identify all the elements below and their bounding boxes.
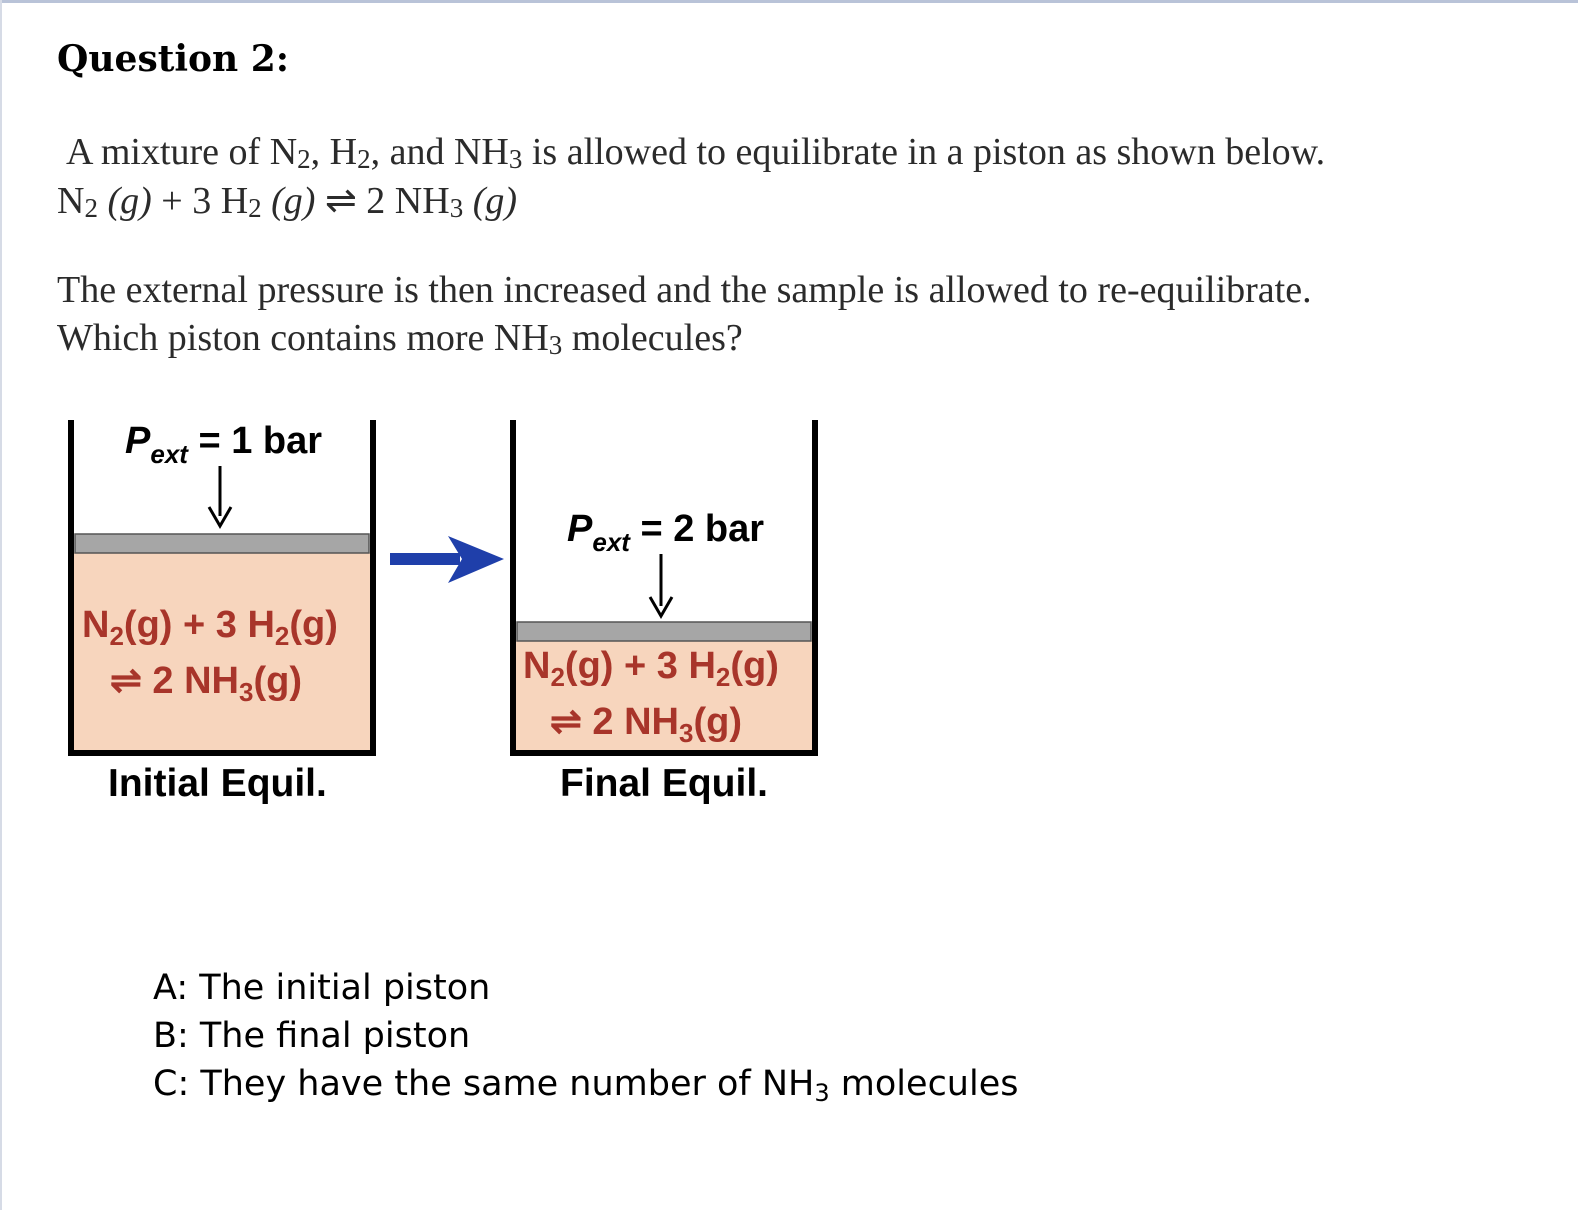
answer-choices [153, 964, 1018, 1108]
choice-b[interactable]: B: The final piston [153, 1016, 471, 1056]
initial-equil-label: Initial Equil. [108, 762, 327, 805]
question-prompt: Which piston contains more $NH_3$ molecules? [57, 317, 743, 360]
initial-equation-line2: ⇌ 2 $NH_3(g)$ [110, 660, 302, 707]
question-title: Question 2: [57, 38, 290, 80]
final-piston [513, 420, 815, 805]
final-down-arrow-icon [650, 554, 672, 616]
choice-c[interactable]: C: They have the same number of $NH_3$ molecules [153, 1064, 1019, 1107]
final-pressure-label: $P_{ext} = 2$ bar [567, 508, 765, 557]
transition-arrow-icon [390, 536, 504, 583]
initial-down-arrow-icon [209, 466, 231, 526]
final-equil-label: Final Equil. [560, 762, 769, 805]
initial-piston [71, 420, 373, 805]
pressure-statement: The external pressure is then increased and the sample is allowed to re-equilibrate. [57, 269, 1312, 311]
initial-pressure-label: $P_{ext} = 1$ bar [125, 420, 323, 469]
initial-gas-region [73, 552, 371, 750]
initial-piston-plate [75, 534, 369, 553]
reaction-equation: $N_2$ (g) + 3 $H_2$ (g) ⇌ 2 $NH_3$ (g) [57, 180, 517, 223]
choice-a[interactable]: A: The initial piston [153, 968, 491, 1008]
intro-line: A mixture of $N_2$, $H_2$, and $NH_3$ is allowed to equilibrate in a piston as shown below. [66, 131, 1326, 174]
initial-equation-line1: $N_2(g) + 3$ $H_2(g)$ [82, 604, 338, 651]
final-equation-line2: ⇌ 2 $NH_3(g)$ [550, 701, 742, 748]
final-equation-line1: $N_2(g) + 3$ $H_2(g)$ [523, 645, 779, 692]
final-piston-plate [517, 622, 811, 641]
